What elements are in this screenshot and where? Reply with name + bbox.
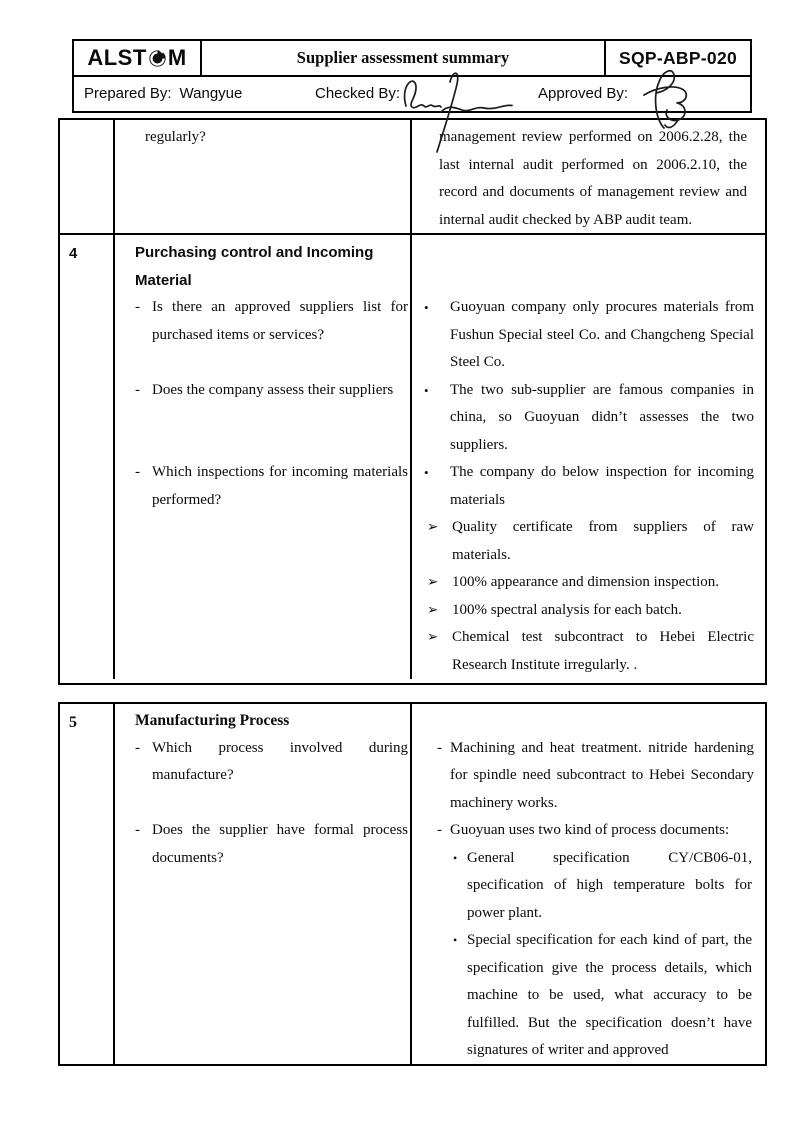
answer-text: The two sub-supplier are famous companies in china, so Guoyuan didn’t assesses the two suppliers. bbox=[450, 381, 754, 453]
question-item bbox=[135, 294, 410, 377]
continuation-number-cell bbox=[60, 120, 115, 233]
section4-answer-cell bbox=[412, 235, 765, 679]
approved-by-label: Approved By: bbox=[538, 85, 629, 102]
dash-marker: - bbox=[437, 822, 442, 838]
arrow-marker: ➢ bbox=[427, 519, 439, 535]
inspection-text: 100% spectral analysis for each batch. bbox=[452, 601, 682, 618]
section5-question-cell bbox=[115, 704, 412, 1064]
answer-text: Machining and heat treatment. nitride hardening for spindle need subcontract to Hebei Secondary machinery works. bbox=[450, 739, 754, 811]
approved-by-signature bbox=[628, 64, 704, 134]
question-text: Which inspections for incoming materials performed? bbox=[152, 464, 408, 508]
section4-row bbox=[60, 235, 765, 679]
inspection-text: Quality certificate from suppliers of raw materials. bbox=[452, 519, 754, 563]
bullet-marker: • bbox=[424, 382, 429, 398]
checked-by-label: Checked By: bbox=[315, 85, 401, 102]
question-item bbox=[135, 817, 410, 900]
answer-item bbox=[412, 294, 765, 377]
question-text: Is there an approved suppliers list for purchased items or services? bbox=[152, 299, 408, 343]
inspection-item bbox=[412, 514, 765, 569]
section-number: 5 bbox=[69, 714, 77, 731]
dash-marker: - bbox=[135, 822, 140, 838]
inspection-item bbox=[412, 624, 765, 679]
document-title: Supplier assessment summary bbox=[202, 41, 606, 75]
answer-spacer bbox=[412, 239, 765, 294]
inspection-text: Chemical test subcontract to Hebei Electric Research Institute irregularly. . bbox=[452, 629, 754, 673]
arrow-marker: ➢ bbox=[427, 574, 439, 590]
question-text: Does the company assess their suppliers bbox=[152, 381, 394, 398]
logo-text-right: M bbox=[167, 45, 187, 70]
question-item bbox=[135, 459, 410, 542]
section5-title: Manufacturing Process bbox=[135, 712, 290, 729]
inspection-item bbox=[412, 597, 765, 625]
bullet-marker: • bbox=[453, 850, 458, 865]
checked-by-signature bbox=[398, 66, 518, 161]
dash-marker: - bbox=[437, 739, 442, 756]
process-document-item bbox=[412, 927, 765, 1065]
section5-answer-cell bbox=[412, 704, 765, 1064]
process-document-text: Special specification for each kind of part, the specification give the process details, which machine to be used, what accuracy to be fulfilled. But the specification doesn’t have signatures of writer and approved bbox=[467, 932, 752, 1058]
question-item bbox=[135, 377, 410, 460]
bullet-marker: • bbox=[424, 465, 429, 480]
question-item bbox=[135, 735, 410, 818]
answer-text: The company do below inspection for incoming materials bbox=[450, 464, 754, 508]
answer-item bbox=[412, 459, 765, 514]
question-text: Which process involved during manufacture? bbox=[152, 739, 408, 783]
answer-spacer bbox=[412, 707, 765, 735]
inspection-item bbox=[412, 569, 765, 597]
assessment-table-lower bbox=[58, 702, 767, 1066]
prepared-by-field bbox=[84, 85, 242, 102]
process-document-item bbox=[412, 845, 765, 928]
section4-question-cell bbox=[115, 235, 412, 679]
prepared-by-value: Wangyue bbox=[179, 85, 243, 102]
section5-number-cell bbox=[60, 704, 115, 1064]
dash-marker: - bbox=[135, 464, 140, 480]
answer-item bbox=[412, 817, 765, 845]
document-code: SQP-ABP-020 bbox=[618, 47, 738, 68]
dash-marker: - bbox=[135, 299, 140, 315]
section5-row bbox=[60, 704, 765, 1064]
answer-text: Guoyuan uses two kind of process documents: bbox=[450, 822, 730, 838]
dash-marker: - bbox=[135, 739, 140, 756]
bullet-marker: • bbox=[424, 300, 429, 315]
process-document-text: General specification CY/CB06-01, specification of high temperature bolts for power plant. bbox=[467, 849, 752, 921]
section-number: 4 bbox=[69, 245, 78, 262]
section4-title: Purchasing control and Incoming Material bbox=[135, 244, 374, 289]
alstom-logo bbox=[74, 41, 202, 75]
inspection-text: 100% appearance and dimension inspection. bbox=[452, 574, 719, 590]
section4-number-cell bbox=[60, 235, 115, 679]
logo-text-left: ALST bbox=[87, 45, 147, 70]
answer-item bbox=[412, 377, 765, 460]
question-text: Does the supplier have formal process documents? bbox=[152, 822, 408, 866]
prepared-by-label: Prepared By: bbox=[84, 85, 172, 102]
answer-item bbox=[412, 735, 765, 818]
continuation-answer: management review performed on 2006.2.28, the last internal audit performed on 2006.2.10, the record and documents of management review and internal audit checked by ABP audit team. bbox=[439, 129, 747, 228]
alstom-logo-o-icon bbox=[148, 49, 167, 68]
continuation-question: regularly? bbox=[145, 129, 206, 145]
continuation-question-cell bbox=[115, 120, 412, 233]
arrow-marker: ➢ bbox=[427, 601, 439, 618]
arrow-marker: ➢ bbox=[427, 629, 439, 645]
bullet-marker: • bbox=[453, 933, 458, 947]
assessment-table-upper bbox=[58, 118, 767, 685]
dash-marker: - bbox=[135, 381, 140, 398]
answer-text: Guoyuan company only procures materials from Fushun Special steel Co. and Changcheng Special Steel Co. bbox=[450, 299, 754, 370]
